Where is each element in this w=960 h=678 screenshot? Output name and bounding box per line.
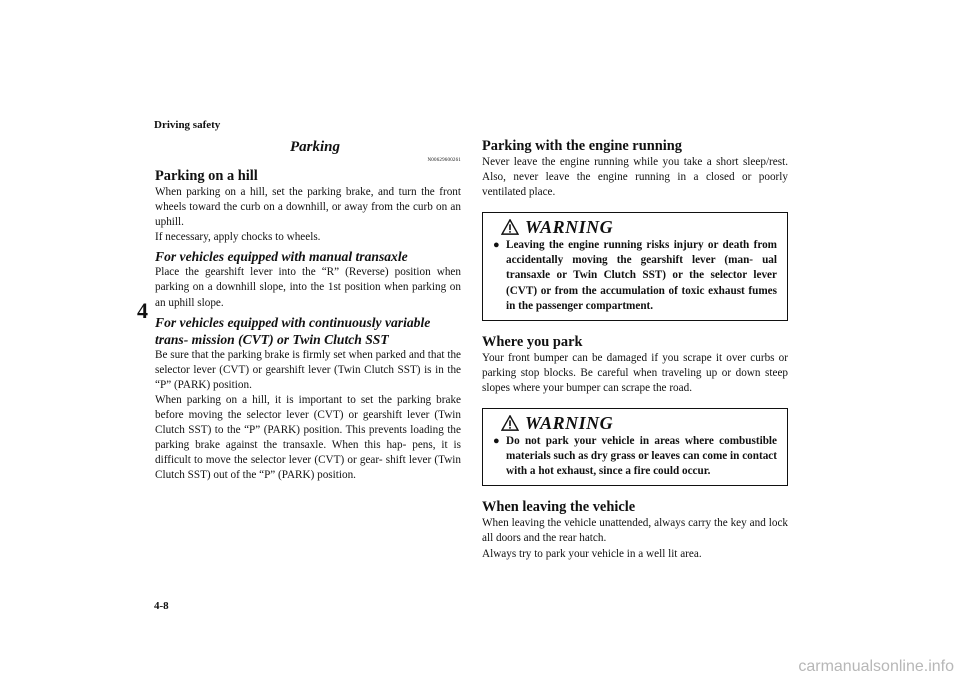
bullet-dot-icon: ● (493, 239, 500, 252)
warning-header (493, 412, 777, 434)
cvt-paragraph-2: When parking on a hill, it is important to set the parking brake before moving the selector lever (CVT) or gearshift lever (Twin Clutch SST) to the “P” (PARK) position. This prevents loading the parking brake against the transaxle. When this hap- pens, it is difficult to move the selector lever (CVT) or gear- shift lever (Twin Clutch SST) out of the “P” (PARK) position. (155, 393, 461, 482)
running-header: Driving safety (154, 119, 221, 131)
section-title: Parking (290, 139, 341, 155)
where-paragraph: Your front bumper can be damaged if you scrape it over curbs or parking stop blocks. Be careful when traveling up or down steep slopes where your bumper can scrape the road. (482, 351, 788, 394)
left-column (155, 137, 461, 484)
right-column (482, 137, 788, 562)
page-number: 4-8 (154, 600, 169, 612)
manual-heading: For vehicles equipped with manual transaxle (155, 249, 408, 265)
warning-item (493, 434, 777, 479)
leaving-paragraph-1: When leaving the vehicle unattended, always carry the key and lock all doors and the rear hatch. (482, 517, 788, 545)
leaving-paragraph-2: Always try to park your vehicle in a well lit area. (482, 547, 702, 560)
warning-text: Do not park your vehicle in areas where combustible materials such as dry grass or leaves can come in contact with a hot exhaust, since a fire could occur. (506, 435, 777, 478)
engine-heading: Parking with the engine running (482, 138, 682, 154)
warning-box-combustible (482, 408, 788, 486)
warning-item (493, 238, 777, 313)
hill-paragraph: When parking on a hill, set the parking brake, and turn the front wheels toward the curb on a downhill, or away from the curb on an uphill. (155, 186, 461, 229)
chapter-number: 4 (137, 298, 148, 323)
chocks-paragraph: If necessary, apply chocks to wheels. (155, 231, 321, 244)
hill-heading: Parking on a hill (155, 168, 258, 184)
warning-triangle-icon (501, 415, 519, 431)
section-code: N00629600261 (427, 158, 461, 163)
watermark: carmanualsonline.info (798, 658, 954, 675)
bullet-dot-icon: ● (493, 435, 500, 448)
warning-text: Leaving the engine running risks injury or death from accidentally moving the gearshift lever (man- ual transaxle or Twin Clutch SST) or the selector lever (CVT) or from the accumulation of toxic exhaust fumes in the passenger compartment. (506, 239, 777, 312)
warning-title: WARNING (525, 412, 614, 433)
cvt-heading: For vehicles equipped with continuously variable trans- mission (CVT) or Twin Clutch SST (155, 314, 431, 347)
warning-header (493, 216, 777, 238)
engine-paragraph: Never leave the engine running while you take a short sleep/rest. Also, never leave the engine running in a closed or poorly ventilated place. (482, 156, 788, 199)
leaving-heading: When leaving the vehicle (482, 499, 636, 516)
warning-triangle-icon (501, 219, 519, 235)
manual-paragraph: Place the gearshift lever into the “R” (Reverse) position when parking on a downhill slope, into the 1st position when parking on an uphill slope. (155, 266, 461, 309)
warning-box-engine (482, 212, 788, 320)
where-heading: Where you park (482, 333, 583, 350)
warning-title: WARNING (525, 216, 614, 237)
cvt-paragraph-1: Be sure that the parking brake is firmly set when parked and that the selector lever (CVT) or gearshift lever (Twin Clutch SST) is in the “P” (PARK) position. (155, 348, 462, 391)
